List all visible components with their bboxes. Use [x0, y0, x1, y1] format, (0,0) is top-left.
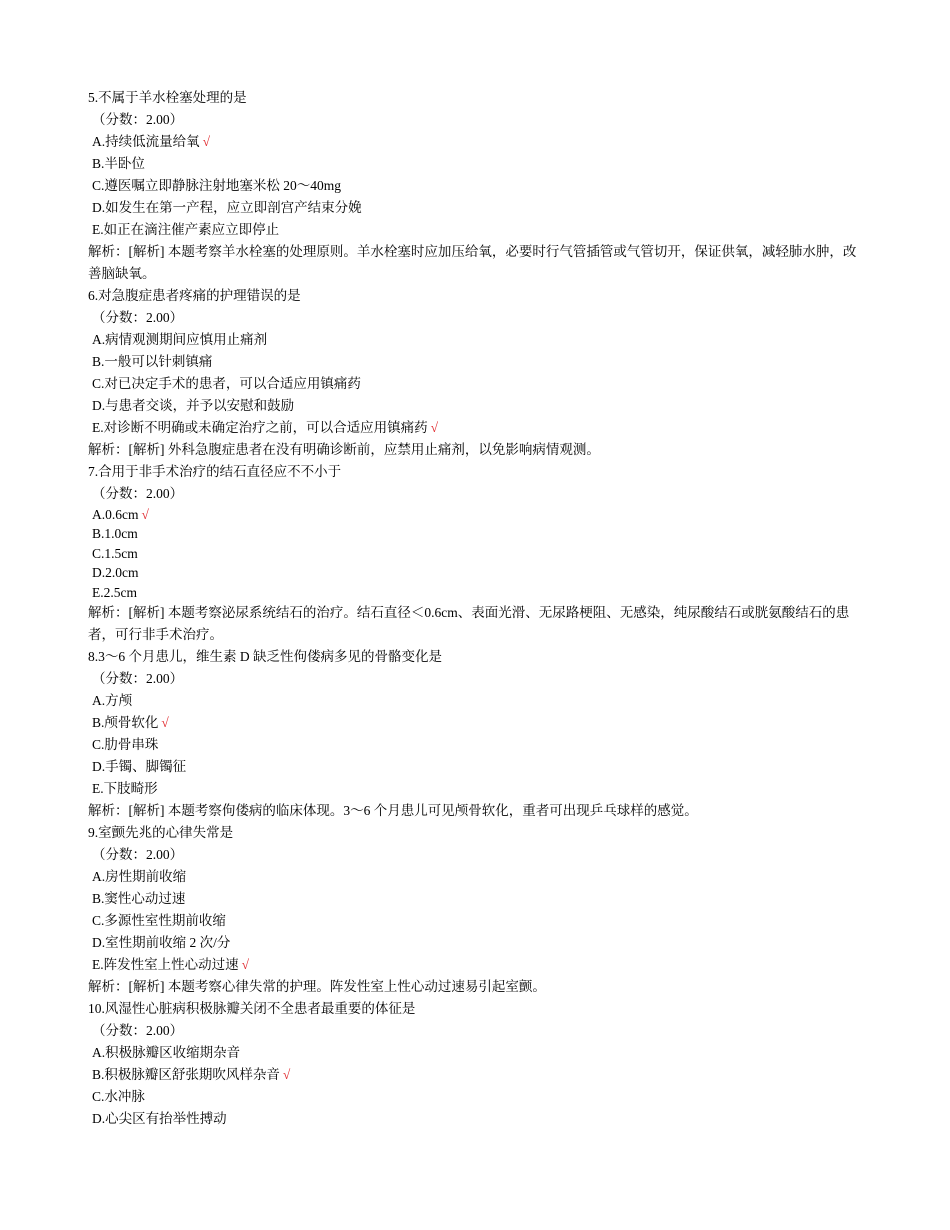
option-text: D.2.0cm [92, 565, 139, 581]
answer-option [88, 954, 868, 976]
question-analysis: 解析：[解析] 本题考察心律失常的护理。阵发性室上性心动过速易引起室颤。 [88, 979, 546, 995]
answer-option [88, 373, 868, 395]
answer-option [88, 1064, 868, 1086]
answer-option [88, 505, 868, 524]
option-text: D.心尖区有抬举性搏动 [92, 1111, 227, 1127]
answer-option [88, 131, 868, 153]
answer-option [88, 583, 868, 602]
answer-option [88, 219, 868, 241]
question-score: （分数：2.00） [92, 310, 184, 325]
question-block [88, 822, 868, 998]
option-text: D.手镯、脚镯征 [92, 759, 187, 775]
correct-check-icon: √ [430, 420, 439, 435]
option-text: C.肋骨串珠 [92, 737, 159, 753]
question-stem: 5.不属于羊水栓塞处理的是 [88, 90, 247, 105]
option-text: A.方颅 [92, 693, 133, 709]
question-score: （分数：2.00） [92, 486, 184, 501]
option-text: B.颅骨软化 [92, 715, 159, 731]
answer-option [88, 756, 868, 778]
option-text: A.0.6cm [92, 507, 139, 522]
option-text: B.积极脉瓣区舒张期吹风样杂音 [92, 1067, 280, 1083]
correct-check-icon: √ [282, 1067, 291, 1083]
option-text: E.2.5cm [92, 584, 137, 600]
question-block [88, 285, 868, 461]
correct-check-icon: √ [241, 957, 250, 973]
option-text: A.病情观测期间应慎用止痛剂 [92, 332, 268, 347]
question-stem: 6.对急腹症患者疼痛的护理错误的是 [88, 288, 301, 303]
question-score: （分数：2.00） [92, 671, 184, 687]
option-text: C.多源性室性期前收缩 [92, 913, 226, 929]
option-text: B.1.0cm [92, 526, 138, 542]
option-text: C.遵医嘱立即静脉注射地塞米松 20～40mg [92, 178, 342, 193]
option-text: D.与患者交谈，并予以安慰和鼓励 [92, 398, 295, 413]
answer-option [88, 524, 868, 543]
option-text: D.室性期前收缩 2 次/分 [92, 935, 231, 951]
answer-option [88, 544, 868, 563]
answer-option [88, 417, 868, 439]
question-document [88, 87, 868, 1130]
option-text: B.半卧位 [92, 156, 145, 171]
question-block [88, 646, 868, 822]
answer-option [88, 910, 868, 932]
question-analysis: 解析：[解析] 外科急腹症患者在没有明确诊断前，应禁用止痛剂，以免影响病情观测。 [88, 442, 600, 457]
question-stem: 8.3～6 个月患儿，维生素 D 缺乏性佝偻病多见的骨骼变化是 [88, 649, 442, 665]
answer-option [88, 932, 868, 954]
answer-option [88, 153, 868, 175]
answer-option [88, 563, 868, 582]
question-stem: 10.风湿性心脏病积极脉瓣关闭不全患者最重要的体征是 [88, 1001, 416, 1017]
answer-option [88, 197, 868, 219]
question-score: （分数：2.00） [92, 112, 184, 127]
option-text: E.阵发性室上性心动过速 [92, 957, 239, 973]
answer-option [88, 351, 868, 373]
correct-check-icon: √ [202, 134, 211, 149]
question-analysis: 解析：[解析] 本题考察泌尿系统结石的治疗。结石直径＜0.6cm、表面光滑、无尿路梗阻、无感染，纯尿酸结石或胱氨酸结石的患者，可行非手术治疗。 [88, 605, 850, 643]
correct-check-icon: √ [141, 507, 149, 522]
option-text: D.如发生在第一产程，应立即剖宫产结束分娩 [92, 200, 362, 215]
option-text: E.下肢畸形 [92, 781, 158, 797]
answer-option [88, 888, 868, 910]
answer-option [88, 712, 868, 734]
option-text: C.水冲脉 [92, 1089, 145, 1105]
correct-check-icon: √ [161, 715, 169, 731]
option-text: C.1.5cm [92, 545, 138, 561]
answer-option [88, 1042, 868, 1064]
option-text: A.持续低流量给氧 [92, 134, 200, 149]
option-text: C.对已决定手术的患者，可以合适应用镇痛药 [92, 376, 361, 391]
answer-option [88, 734, 868, 756]
question-score: （分数：2.00） [92, 847, 184, 863]
question-block [88, 87, 868, 285]
answer-option [88, 395, 868, 417]
question-stem: 7.合用于非手术治疗的结石直径应不不小于 [88, 464, 342, 479]
option-text: B.窦性心动过速 [92, 891, 186, 907]
answer-option [88, 1086, 868, 1108]
option-text: A.房性期前收缩 [92, 869, 187, 885]
answer-option [88, 175, 868, 197]
question-analysis: 解析：[解析] 本题考察佝偻病的临床体现。3～6 个月患儿可见颅骨软化，重者可出现乒乓球样的感觉。 [88, 803, 698, 819]
answer-option [88, 1108, 868, 1130]
answer-option [88, 690, 868, 712]
answer-option [88, 778, 868, 800]
answer-option [88, 866, 868, 888]
question-block [88, 998, 868, 1130]
option-text: A.积极脉瓣区收缩期杂音 [92, 1045, 241, 1061]
question-score: （分数：2.00） [92, 1023, 184, 1039]
option-text: E.如正在滴注催产素应立即停止 [92, 222, 280, 237]
option-text: E.对诊断不明确或未确定治疗之前，可以合适应用镇痛药 [92, 420, 428, 435]
option-text: B.一般可以针刺镇痛 [92, 354, 213, 369]
question-block [88, 461, 868, 646]
answer-option [88, 329, 868, 351]
question-stem: 9.室颤先兆的心律失常是 [88, 825, 234, 841]
question-analysis: 解析：[解析] 本题考察羊水栓塞的处理原则。羊水栓塞时应加压给氧，必要时行气管插管或气管切开，保证供氧，减轻肺水肿，改善脑缺氧。 [88, 244, 857, 281]
